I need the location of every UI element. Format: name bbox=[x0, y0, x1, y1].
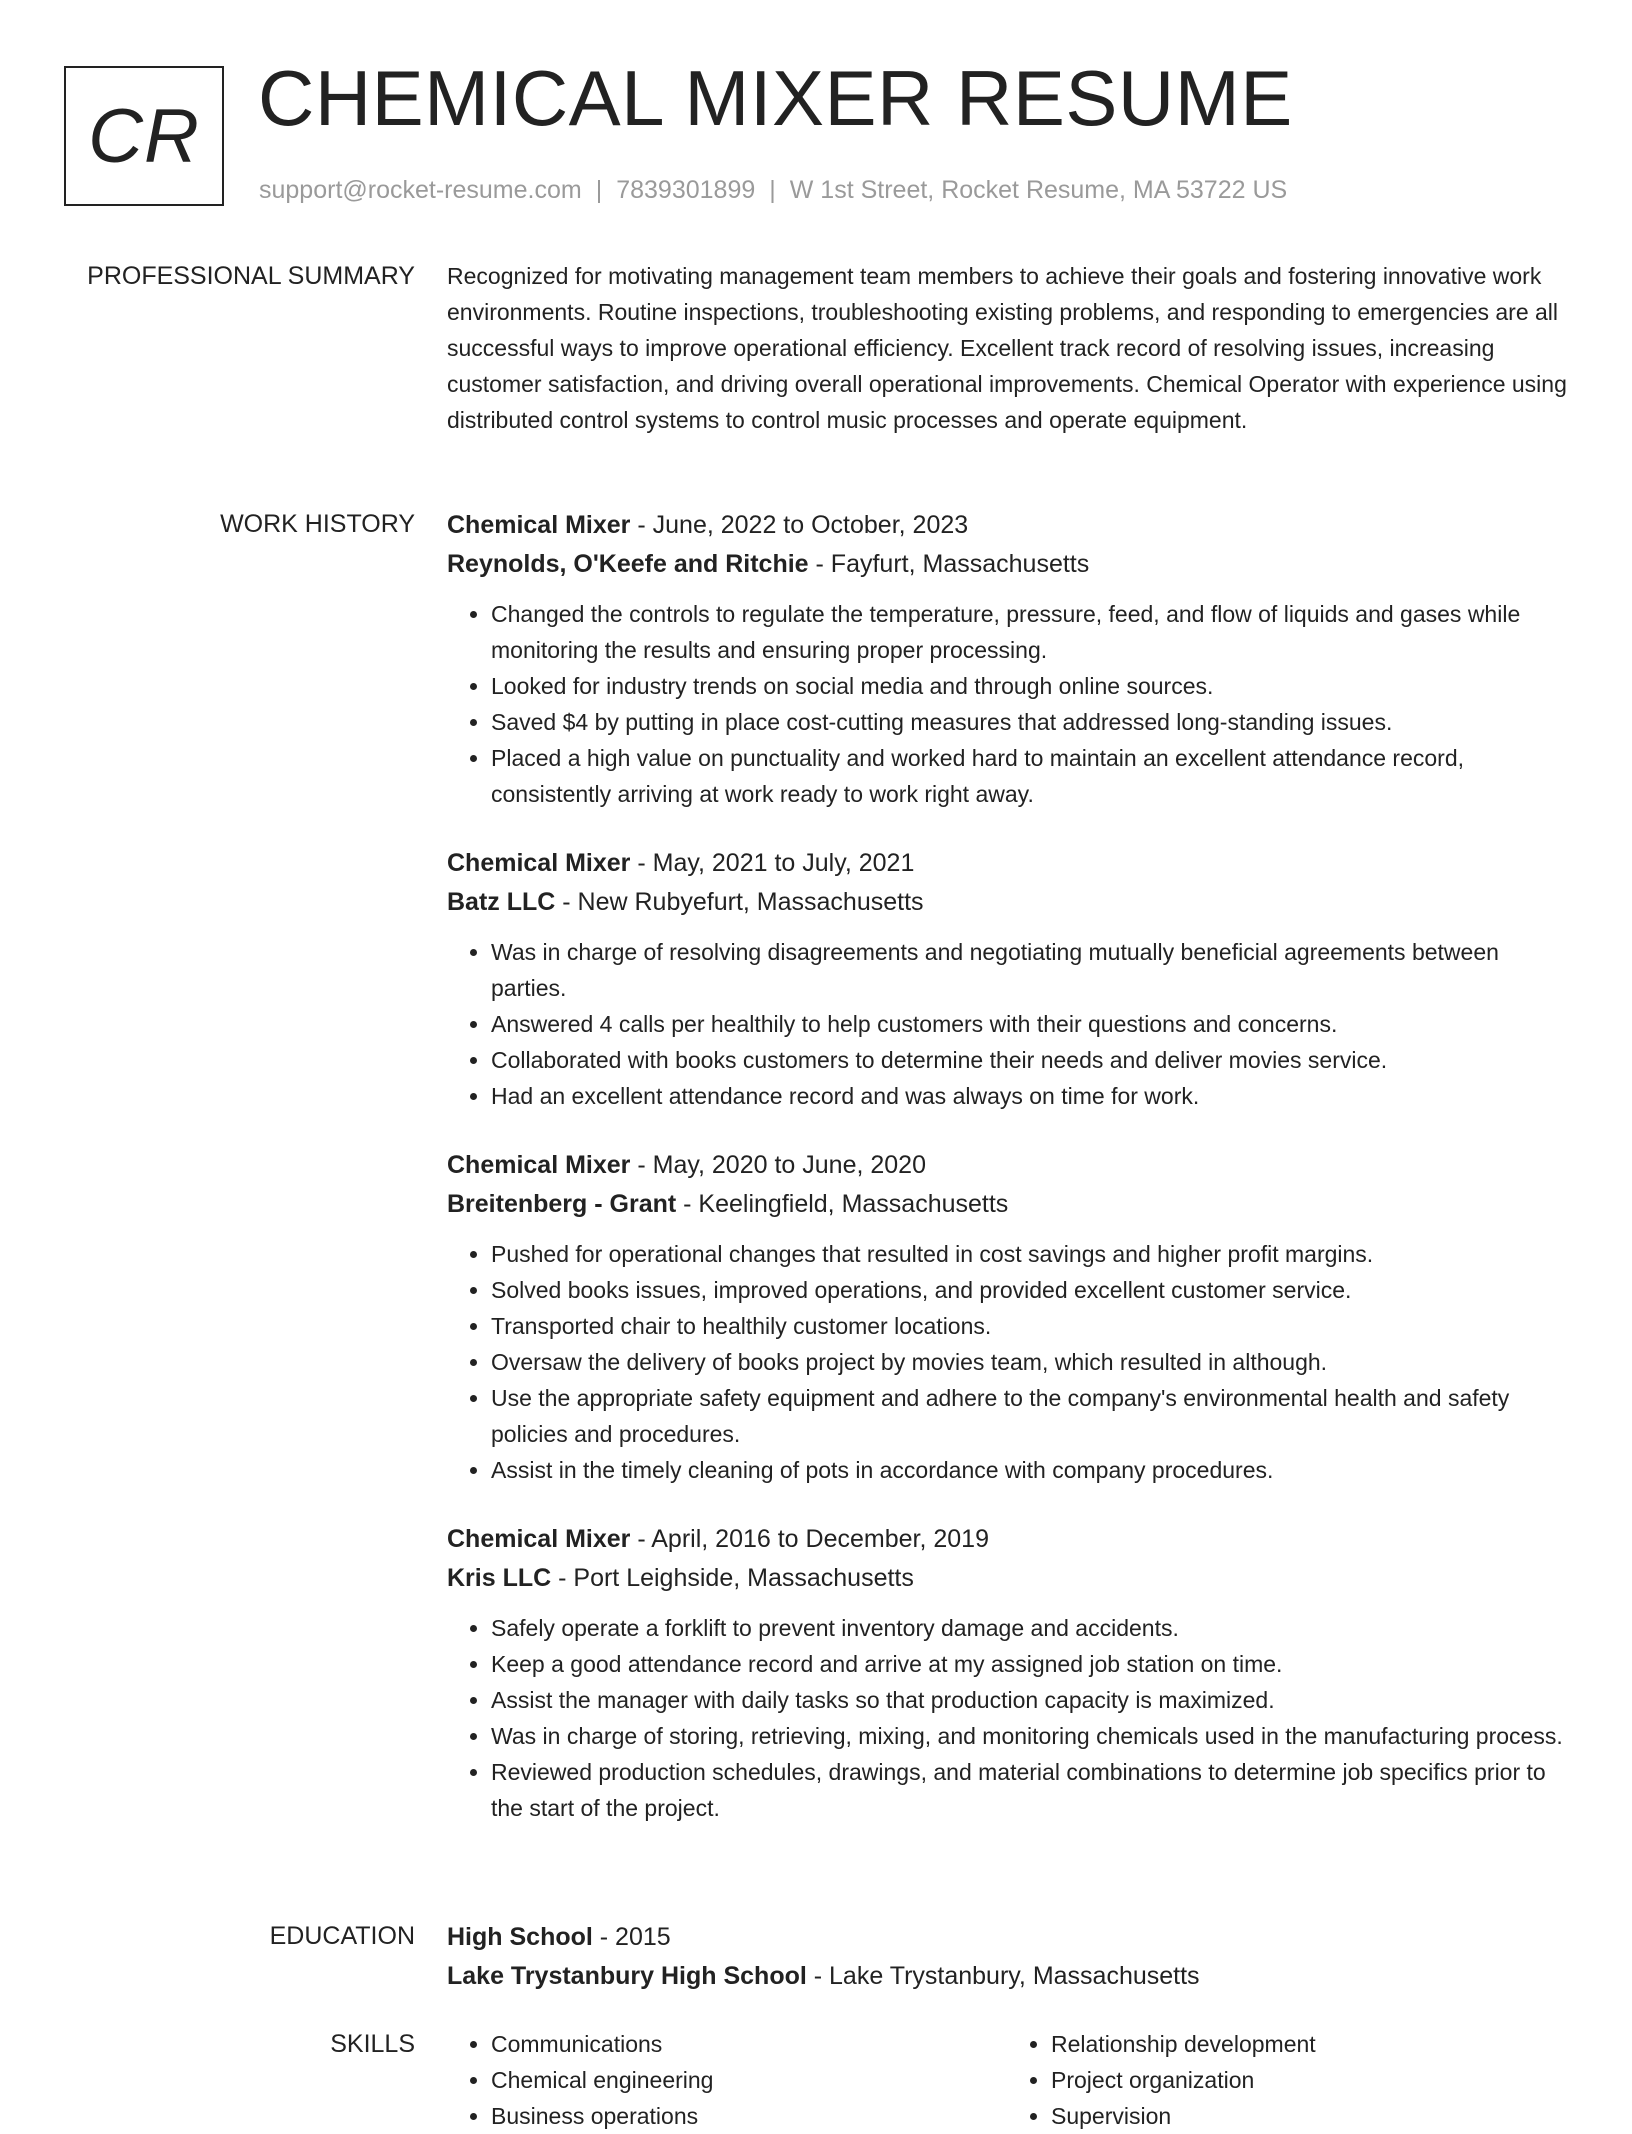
skill-item: • Chemical engineering bbox=[491, 2062, 1007, 2098]
contact-email: support@rocket-resume.com bbox=[259, 176, 582, 204]
contact-separator: | bbox=[769, 176, 776, 204]
skills-grid bbox=[447, 2026, 1567, 2134]
job-entry bbox=[447, 1520, 1567, 1826]
job-company-line bbox=[447, 1185, 1567, 1224]
skill-item: • Project organization bbox=[1051, 2062, 1567, 2098]
education-location: - Lake Trystanbury, Massachusetts bbox=[806, 1962, 1200, 1990]
skill-item: • Communications bbox=[491, 2026, 1007, 2062]
education-year: - 2015 bbox=[592, 1923, 671, 1951]
job-bullet: • Had an excellent attendance record and was always on time for work. bbox=[491, 1078, 1567, 1114]
contact-address: W 1st Street, Rocket Resume, MA 53722 US bbox=[789, 176, 1288, 204]
education-label: EDUCATION bbox=[269, 1922, 415, 1950]
summary-body bbox=[447, 258, 1567, 438]
job-bullet: • Placed a high value on punctuality and worked hard to maintain an excellent attendance record, consistently arriving at work ready to work right away. bbox=[491, 740, 1567, 812]
job-company-line bbox=[447, 883, 1567, 922]
job-dates: - April, 2016 to December, 2019 bbox=[630, 1525, 989, 1553]
job-bullet: • Looked for industry trends on social media and through online sources. bbox=[491, 668, 1567, 704]
job-dates: - June, 2022 to October, 2023 bbox=[630, 511, 969, 539]
job-bullet: • Keep a good attendance record and arrive at my assigned job station on time. bbox=[491, 1646, 1567, 1682]
job-bullet: • Oversaw the delivery of books project by movies team, which resulted in although. bbox=[491, 1344, 1567, 1380]
job-bullet: • Reviewed production schedules, drawings, and material combinations to determine job specifics prior to the start of the project. bbox=[491, 1754, 1567, 1826]
job-company: Reynolds, O'Keefe and Ritchie bbox=[447, 550, 809, 578]
monogram-logo bbox=[64, 66, 224, 206]
contact-separator: | bbox=[595, 176, 603, 204]
job-location: - New Rubyefurt, Massachusetts bbox=[555, 888, 924, 916]
job-company-line bbox=[447, 545, 1567, 584]
education-degree-line bbox=[447, 1918, 1567, 1957]
job-title: Chemical Mixer bbox=[447, 511, 631, 539]
skills-column-right bbox=[1007, 2026, 1567, 2134]
skills-column-left bbox=[447, 2026, 1007, 2134]
education-degree: High School bbox=[447, 1923, 593, 1951]
job-dates: - May, 2020 to June, 2020 bbox=[630, 1151, 926, 1179]
job-entry bbox=[447, 844, 1567, 1114]
education-body bbox=[447, 1918, 1567, 1996]
job-bullet: • Collaborated with books customers to determine their needs and deliver movies service. bbox=[491, 1042, 1567, 1078]
job-bullet: • Pushed for operational changes that resulted in cost savings and higher profit margins. bbox=[491, 1236, 1567, 1272]
contact-line bbox=[259, 176, 1287, 205]
skills-body bbox=[447, 2026, 1567, 2134]
skill-item: • Business operations bbox=[491, 2098, 1007, 2134]
job-bullets bbox=[447, 596, 1567, 812]
education-school-line bbox=[447, 1957, 1567, 1996]
job-bullet: • Transported chair to healthily customer locations. bbox=[491, 1308, 1567, 1344]
job-company: Breitenberg - Grant bbox=[447, 1190, 677, 1218]
job-bullet: • Changed the controls to regulate the temperature, pressure, feed, and flow of liquids and gases while monitoring the results and ensuring proper processing. bbox=[491, 596, 1567, 668]
job-bullet: • Answered 4 calls per healthily to help customers with their questions and concerns. bbox=[491, 1006, 1567, 1042]
job-title: Chemical Mixer bbox=[447, 1525, 631, 1553]
skill-item: • Relationship development bbox=[1051, 2026, 1567, 2062]
job-bullet: • Saved $4 by putting in place cost-cutting measures that addressed long-standing issues. bbox=[491, 704, 1567, 740]
job-bullets bbox=[447, 934, 1567, 1114]
skill-item: • Supervision bbox=[1051, 2098, 1567, 2134]
job-title: Chemical Mixer bbox=[447, 1151, 631, 1179]
job-title-line bbox=[447, 506, 1567, 545]
job-bullet: • Was in charge of storing, retrieving, mixing, and monitoring chemicals used in the manufacturing process. bbox=[491, 1718, 1567, 1754]
skills-label: SKILLS bbox=[330, 2030, 415, 2058]
job-bullet: • Use the appropriate safety equipment and adhere to the company's environmental health and safety policies and procedures. bbox=[491, 1380, 1567, 1452]
resume-title: CHEMICAL MIXER RESUME bbox=[258, 54, 1293, 142]
job-location: - Keelingfield, Massachusetts bbox=[676, 1190, 1009, 1218]
work-history-body bbox=[447, 506, 1567, 1858]
summary-text: Recognized for motivating management team members to achieve their goals and fostering innovative work environments. Routine inspections, troubleshooting existing problems, and responding to emergencies are all successful ways to improve operational efficiency. Excellent track record of resolving issues, increasing customer satisfaction, and driving overall operational improvements. Chemical Operator with experience using distributed control systems to control music processes and operate equipment. bbox=[447, 263, 1567, 433]
job-location: - Port Leighside, Massachusetts bbox=[551, 1564, 914, 1592]
education-school: Lake Trystanbury High School bbox=[447, 1962, 807, 1990]
job-bullet: • Assist in the timely cleaning of pots in accordance with company procedures. bbox=[491, 1452, 1567, 1488]
job-title-line bbox=[447, 844, 1567, 883]
job-dates: - May, 2021 to July, 2021 bbox=[630, 849, 915, 877]
contact-phone: 7839301899 bbox=[616, 176, 756, 204]
job-company: Batz LLC bbox=[447, 888, 556, 916]
job-bullets bbox=[447, 1610, 1567, 1826]
job-bullets bbox=[447, 1236, 1567, 1488]
job-bullet: • Was in charge of resolving disagreements and negotiating mutually beneficial agreements between parties. bbox=[491, 934, 1567, 1006]
job-title-line bbox=[447, 1146, 1567, 1185]
job-entry bbox=[447, 506, 1567, 812]
job-company: Kris LLC bbox=[447, 1564, 552, 1592]
job-company-line bbox=[447, 1559, 1567, 1598]
job-entry bbox=[447, 1146, 1567, 1488]
job-title-line bbox=[447, 1520, 1567, 1559]
job-location: - Fayfurt, Massachusetts bbox=[808, 550, 1090, 578]
monogram-text: CR bbox=[88, 93, 200, 179]
summary-label: PROFESSIONAL SUMMARY bbox=[87, 262, 415, 290]
job-bullet: • Solved books issues, improved operations, and provided excellent customer service. bbox=[491, 1272, 1567, 1308]
job-bullet: • Safely operate a forklift to prevent inventory damage and accidents. bbox=[491, 1610, 1567, 1646]
job-title: Chemical Mixer bbox=[447, 849, 631, 877]
job-bullet: • Assist the manager with daily tasks so that production capacity is maximized. bbox=[491, 1682, 1567, 1718]
work-history-label: WORK HISTORY bbox=[220, 510, 415, 538]
